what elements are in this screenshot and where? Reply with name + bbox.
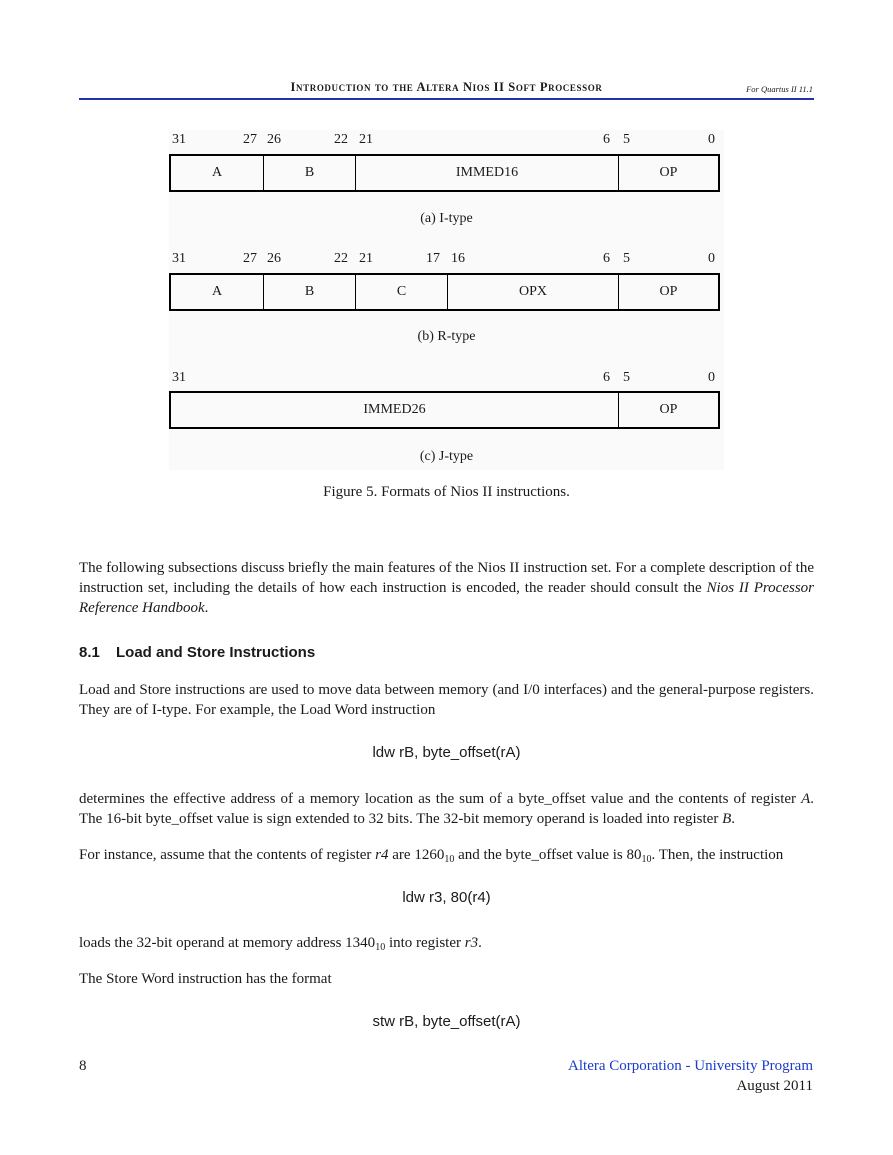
running-header-version: For Quartus II 11.1 [746,84,813,94]
section-number: 8.1 [79,644,100,661]
register-name: r3 [464,935,479,951]
bit-number: 5 [623,251,630,266]
text: into register [385,935,465,951]
register-name: B [722,811,732,827]
subfigure-caption: (a) I-type [420,211,473,226]
subscript: 10 [444,854,455,865]
intro-end: . [204,600,209,616]
intro-text: The following subsections discuss briefly the main features of the Nios II instruction set. For a complete description of the instruction set, including the details of how each instruction is encoded, the reader should consult the [79,560,814,596]
text: loads the 32-bit operand at memory address 1340 [79,935,376,951]
paragraph: Load and Store instructions are used to move data between memory (and I/0 interfaces) and the general-purpose registers. They are of I-type. For example, the Load Word instruction [79,682,814,718]
r-type-format-row [169,273,720,311]
field-a: A [211,284,223,299]
bit-number: 17 [426,251,440,266]
header-rule [79,98,814,100]
i-type-format-row [169,154,720,192]
text: determines the effective address of a memory location as the sum of a byte_offset value and the contents of register [79,791,802,807]
subscript: 10 [375,942,386,953]
j-type-format-row [169,391,720,429]
text: For instance, assume that the contents of register [79,847,376,863]
field-op: OP [618,275,718,309]
bit-number: 6 [603,251,610,266]
code-line: ldw rB, byte_offset(rA) [372,744,521,761]
bit-number: 21 [359,132,373,147]
bit-number: 16 [451,251,465,266]
bit-number: 6 [603,370,610,385]
bit-number: 31 [172,370,186,385]
bit-number: 5 [623,370,630,385]
field-opx: OPX [447,275,618,309]
subfigure-caption: (c) J-type [419,449,474,464]
register-name: A [801,791,811,807]
subscript: 10 [641,854,652,865]
text: . The 16-bit byte_offset value is sign extended to 32 bits. The 32-bit memory operand is loaded into register [79,791,814,827]
paragraph: The Store Word instruction has the format [79,971,332,987]
register-name: r4 [375,847,389,863]
bit-number: 0 [708,370,715,385]
bit-number: 31 [172,132,186,147]
footer-organization: Altera Corporation - University Program [568,1058,813,1074]
section-title: Load and Store Instructions [116,644,316,661]
bit-number: 22 [334,132,348,147]
code-line: ldw r3, 80(r4) [402,889,491,906]
running-header-title: Introduction to the Altera Nios II Soft Processor [290,80,603,94]
field-immed26: IMMED26 [363,402,426,417]
bit-number: 6 [603,132,610,147]
field-b: B [263,156,355,190]
bit-number: 0 [708,251,715,266]
section-heading [79,644,315,661]
field-op: OP [618,393,718,427]
field-op: OP [618,156,718,190]
bit-number: 27 [243,132,257,147]
field-a: A [211,165,223,180]
text: . [478,935,482,951]
footer-date: August 2011 [736,1078,813,1094]
handbook-reference: Nios II Processor Reference Handbook [79,580,814,616]
bit-number: 22 [334,251,348,266]
text: . [731,811,735,827]
bit-number: 26 [267,251,281,266]
bit-number: 0 [708,132,715,147]
bit-number: 31 [172,251,186,266]
field-immed16: IMMED16 [355,156,618,190]
code-line: stw rB, byte_offset(rA) [372,1013,521,1030]
paragraph [79,789,814,829]
paragraph [79,933,814,953]
paragraph [79,845,814,865]
field-b: B [263,275,355,309]
page-number: 8 [79,1058,87,1074]
text: . Then, the instruction [651,847,784,863]
text: are 1260 [388,847,445,863]
bit-number: 27 [243,251,257,266]
figure-caption: Figure 5. Formats of Nios II instructions. [323,484,570,500]
bit-number: 21 [359,251,373,266]
bit-number: 26 [267,132,281,147]
bit-number: 5 [623,132,630,147]
subfigure-caption: (b) R-type [417,329,476,344]
field-c: C [355,275,447,309]
text: and the byte_offset value is 80 [454,847,642,863]
intro-paragraph [79,558,814,618]
